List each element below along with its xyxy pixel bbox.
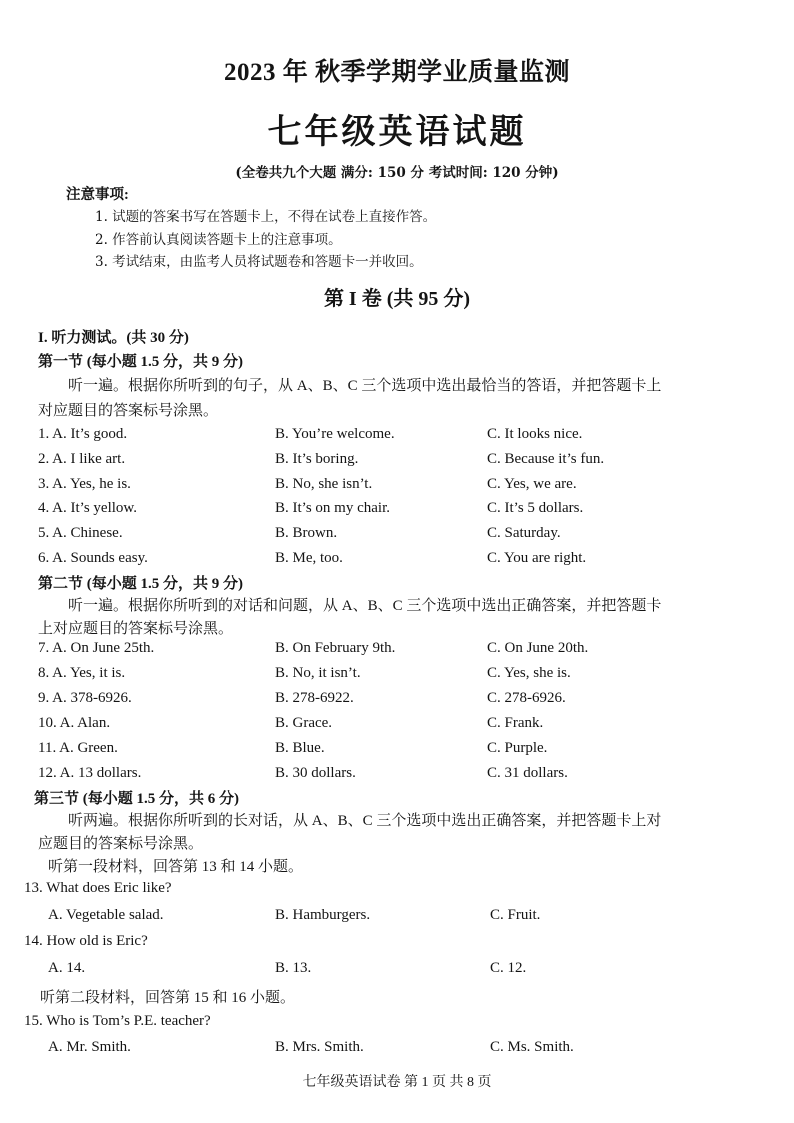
q10-option-a: 10. A. Alan.: [38, 715, 111, 731]
q15-option-a: A. Mr. Smith.: [48, 1039, 131, 1055]
q3-option-a: 3. A. Yes, he is.: [38, 476, 131, 492]
section2-instruction-cont: 上对应题目的答案标号涂黑。: [38, 621, 234, 637]
q13-question: 13. What does Eric like?: [24, 880, 172, 896]
q12-option-a: 12. A. 13 dollars.: [38, 765, 142, 781]
q13-option-b: B. Hamburgers.: [275, 907, 371, 923]
q6-option-b: B. Me, too.: [275, 550, 343, 566]
q14-option-b: B. 13.: [275, 960, 312, 976]
q6-option-a: 6. A. Sounds easy.: [38, 550, 148, 566]
q8-option-c: C. Yes, she is.: [487, 665, 571, 681]
q8-option-b: B. No, it isn’t.: [275, 665, 361, 681]
q14-question: 14. How old is Eric?: [24, 933, 148, 949]
q8-option-a: 8. A. Yes, it is.: [38, 665, 126, 681]
q11-option-a: 11. A. Green.: [38, 740, 118, 756]
q6-option-c: C. You are right.: [487, 550, 587, 566]
q3-option-c: C. Yes, we are.: [487, 476, 577, 492]
q14-option-a: A. 14.: [48, 960, 86, 976]
q5-option-a: 5. A. Chinese.: [38, 525, 123, 541]
exam-info: (全卷共九个大题 满分: 150 分 考试时间: 120 分钟): [235, 165, 559, 181]
q15-option-c: C. Ms. Smith.: [490, 1039, 574, 1055]
exam-title: 2023 年 秋季学期学业质量监测: [223, 59, 570, 86]
notice-heading: 注意事项:: [66, 187, 129, 203]
part-title: 第 I 卷 (共 95 分): [323, 288, 471, 310]
notice-item: 3. 考试结束，由监考人员将试题卷和答题卡一并收回。: [95, 254, 423, 270]
q9-option-b: B. 278-6922.: [275, 690, 354, 706]
q1-option-b: B. You’re welcome.: [275, 426, 395, 442]
q1-option-a: 1. A. It’s good.: [38, 426, 128, 442]
q13-option-c: C. Fruit.: [490, 907, 541, 923]
q15-option-b: B. Mrs. Smith.: [275, 1039, 364, 1055]
section1-instruction: 听一遍。根据你所听到的句子，从 A、B、C 三个选项中选出最恰当的答语，并把答题卡上: [68, 378, 662, 394]
q13-option-a: A. Vegetable salad.: [48, 907, 164, 923]
q7-option-a: 7. A. On June 25th.: [38, 640, 155, 656]
q5-option-c: C. Saturday.: [487, 525, 561, 541]
page-footer: 七年级英语试卷 第 1 页 共 8 页: [302, 1075, 492, 1090]
q12-option-c: C. 31 dollars.: [487, 765, 568, 781]
listening-title: I. 听力测试。(共 30 分): [38, 330, 189, 346]
section3-instruction-cont: 应题目的答案标号涂黑。: [38, 836, 204, 852]
section2-title: 第二节 (每小题 1.5 分，共 9 分): [38, 576, 243, 592]
q2-option-c: C. Because it’s fun.: [487, 451, 605, 467]
q9-option-a: 9. A. 378-6926.: [38, 690, 132, 706]
exam-subject-title: 七年级英语试题: [267, 114, 527, 151]
section1-title: 第一节 (每小题 1.5 分，共 9 分): [38, 354, 243, 370]
q2-option-a: 2. A. I like art.: [38, 451, 126, 467]
q7-option-c: C. On June 20th.: [487, 640, 589, 656]
notice-item: 2. 作答前认真阅读答题卡上的注意事项。: [95, 232, 342, 248]
q7-option-b: B. On February 9th.: [275, 640, 396, 656]
q5-option-b: B. Brown.: [275, 525, 338, 541]
q10-option-c: C. Frank.: [487, 715, 544, 731]
q9-option-c: C. 278-6926.: [487, 690, 566, 706]
section2-instruction: 听一遍。根据你所听到的对话和问题，从 A、B、C 三个选项中选出正确答案，并把答题卡: [68, 598, 662, 614]
segment1-instruction: 听第一段材料，回答第 13 和 14 小题。: [48, 859, 304, 875]
section1-instruction-cont: 对应题目的答案标号涂黑。: [38, 403, 219, 419]
section3-instruction: 听两遍。根据你所听到的长对话，从 A、B、C 三个选项中选出正确答案，并把答题卡上对: [68, 813, 662, 829]
q1-option-c: C. It looks nice.: [487, 426, 583, 442]
q10-option-b: B. Grace.: [275, 715, 333, 731]
q12-option-b: B. 30 dollars.: [275, 765, 356, 781]
q2-option-b: B. It’s boring.: [275, 451, 359, 467]
notice-item: 1. 试题的答案书写在答题卡上，不得在试卷上直接作答。: [95, 209, 437, 225]
q4-option-b: B. It’s on my chair.: [275, 500, 390, 516]
section3-title: 第三节 (每小题 1.5 分，共 6 分): [34, 791, 239, 807]
q3-option-b: B. No, she isn’t.: [275, 476, 373, 492]
segment2-instruction: 听第二段材料，回答第 15 和 16 小题。: [40, 990, 296, 1006]
q11-option-c: C. Purple.: [487, 740, 548, 756]
q4-option-a: 4. A. It’s yellow.: [38, 500, 138, 516]
q4-option-c: C. It’s 5 dollars.: [487, 500, 584, 516]
q14-option-c: C. 12.: [490, 960, 527, 976]
q11-option-b: B. Blue.: [275, 740, 325, 756]
q15-question: 15. Who is Tom’s P.E. teacher?: [24, 1013, 211, 1029]
